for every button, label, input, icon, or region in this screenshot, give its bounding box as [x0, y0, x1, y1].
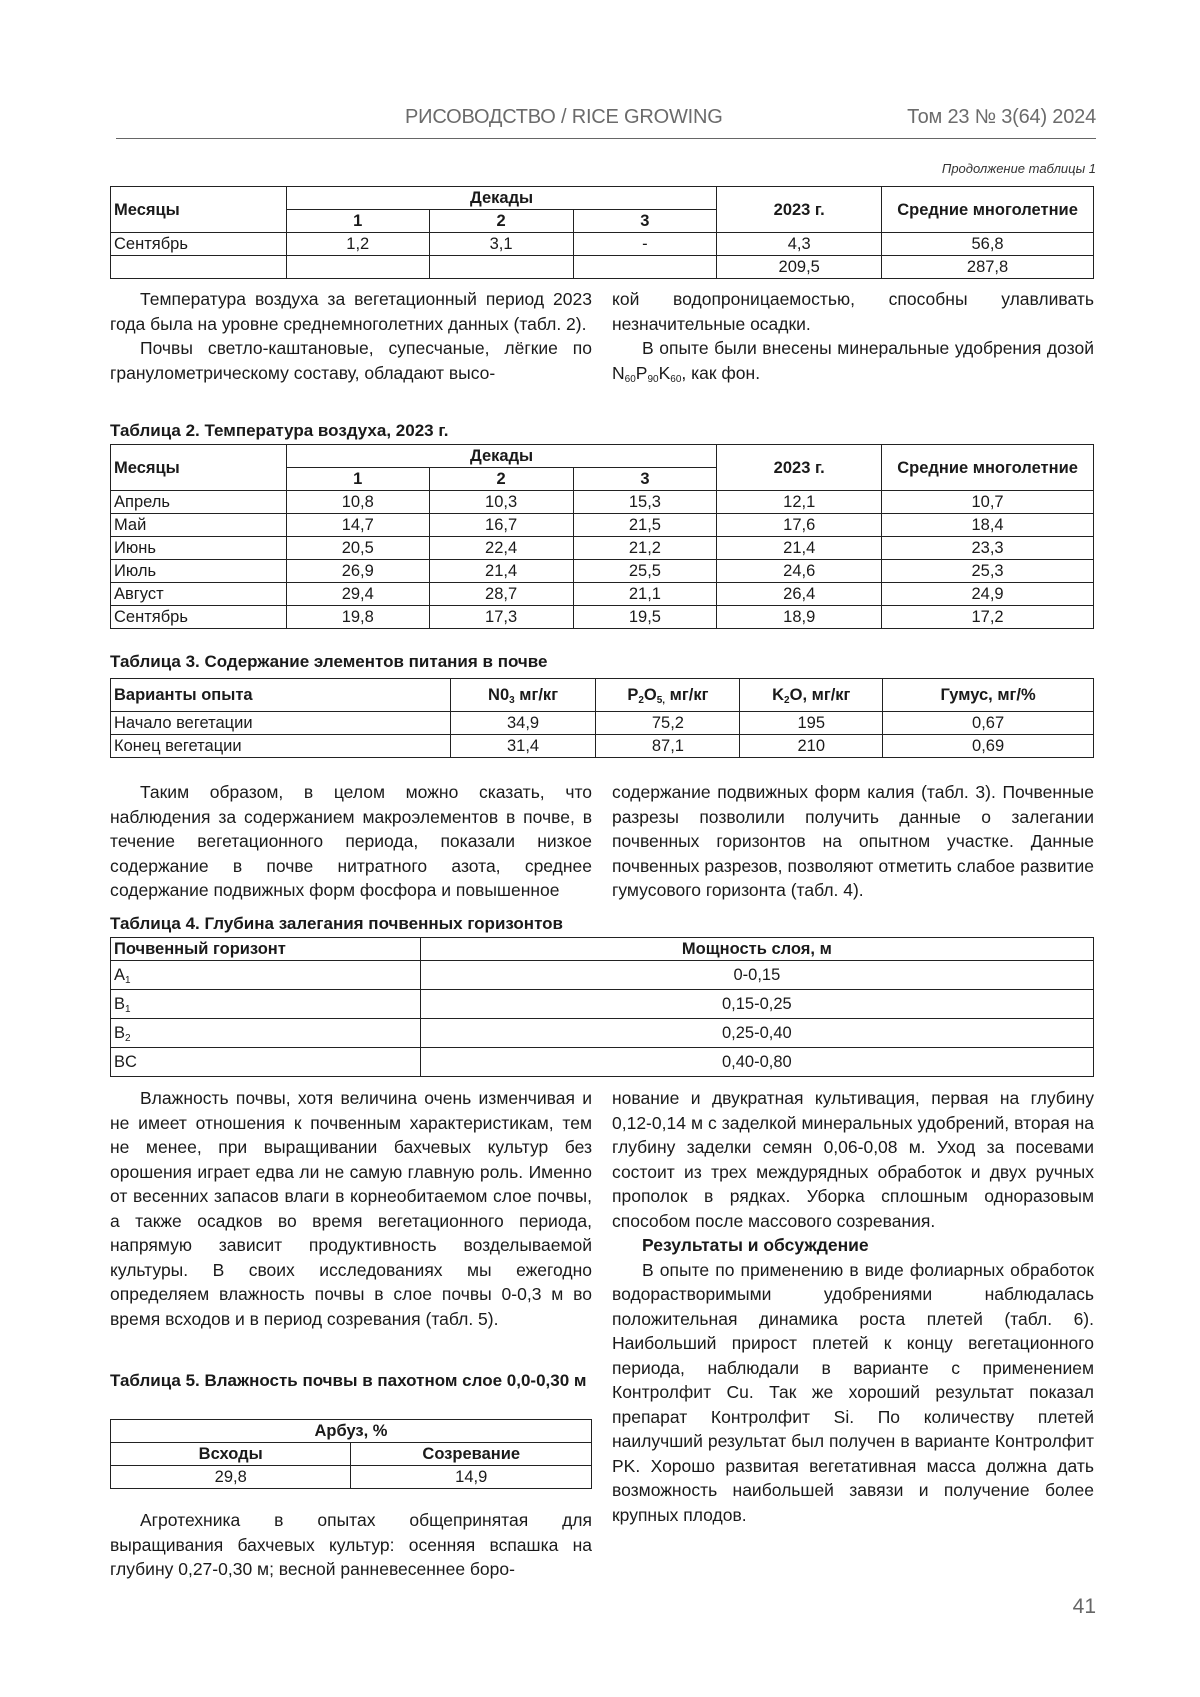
table2-cell-d3: 19,5 [573, 606, 717, 629]
table4-header-thickness: Мощность слоя, м [420, 938, 1093, 961]
table2-cell-year: 26,4 [717, 583, 882, 606]
table3-header-humus: Гумус, мг/% [883, 679, 1094, 712]
table1-cell-d2: 3,1 [429, 233, 573, 256]
table3-cell-humus: 0,67 [883, 712, 1094, 735]
table2-cell-avg: 25,3 [882, 560, 1094, 583]
subscript: 1 [125, 1004, 131, 1015]
table2-cell-d1: 19,8 [286, 606, 429, 629]
table4-header-row [111, 938, 1094, 961]
table1-header-avg: Средние многолетние [882, 187, 1094, 233]
table4-cell-thickness: 0-0,15 [420, 961, 1093, 990]
table4-cell-thickness: 0,40-0,80 [420, 1048, 1093, 1077]
journal-volume: Том 23 № 3(64) 2024 [907, 106, 1096, 128]
table2-cell-month: Июнь [111, 537, 287, 560]
subscript: 2 [784, 695, 790, 706]
text-fragment: мг/кг [665, 686, 709, 704]
table5-header-ripening: Созревание [351, 1443, 592, 1466]
table2-cell-year: 17,6 [717, 514, 882, 537]
table-row [111, 990, 1094, 1019]
table3-cell-no3: 34,9 [450, 712, 596, 735]
table2-cell-d2: 21,4 [429, 560, 573, 583]
table5-cell-sprouts: 29,8 [111, 1466, 351, 1489]
table3-caption: Таблица 3. Содержание элементов питания в почве [110, 652, 548, 671]
table2-cell-d3: 25,5 [573, 560, 717, 583]
text-fragment: N0 [488, 686, 510, 704]
table-row [111, 961, 1094, 990]
table1-cell-d2 [429, 256, 573, 279]
table3 [110, 678, 1094, 758]
table1-cell-avg: 287,8 [882, 256, 1094, 279]
table2-caption: Таблица 2. Температура воздуха, 2023 г. [110, 421, 449, 440]
table3-cell-no3: 31,4 [450, 735, 596, 758]
table2-cell-d3: 21,1 [573, 583, 717, 606]
paragraph-fertilizer [612, 336, 1094, 385]
table-row [111, 606, 1094, 629]
text2-right-column [612, 780, 1094, 903]
table4-cell-thickness: 0,15-0,25 [420, 990, 1093, 1019]
table2-cell-month: Август [111, 583, 287, 606]
table2-cell-month: Май [111, 514, 287, 537]
table2-cell-d2: 17,3 [429, 606, 573, 629]
table1-header-decade-2: 2 [429, 210, 573, 233]
table1-cell-d3 [573, 256, 717, 279]
table4-cell-horizon [111, 961, 421, 990]
table4 [110, 937, 1094, 1077]
table-row [111, 583, 1094, 606]
paragraph: В опыте по применению в виде фолиарных обработок водорастворимыми удобрениями наблюдалась положительная динамика роста плетей (табл. 6). Наибольший прирост плетей к концу вегетационного периода, наблюдали в варианте с применением Контролфит Cu. Так же хороший результат показал препарат Контролфит Si. По количеству плетей наилучший результат был получен в варианте Контролфит PK. Хорошо развитая вегетативная масса должна дать возможность наибольшей завязи и получение более крупных плодов. [612, 1259, 1094, 1525]
table3-cell-humus: 0,69 [883, 735, 1094, 758]
text1-right-column [612, 287, 1094, 385]
table1-cell-year: 4,3 [717, 233, 882, 256]
table5-cell-ripening: 14,9 [351, 1466, 592, 1489]
table1-header-decade-1: 1 [286, 210, 429, 233]
table3-cell-p2o5: 75,2 [596, 712, 740, 735]
table2-cell-month: Сентябрь [111, 606, 287, 629]
text-fragment: , как фон. [681, 362, 761, 383]
table2-cell-d2: 16,7 [429, 514, 573, 537]
table2-cell-year: 12,1 [717, 491, 882, 514]
paragraph: Таким образом, в целом можно сказать, что наблюдения за содержанием макроэлементов в почве, в течение вегетационного периода, показали низкое содержание в почве нитратного азота, среднее содержание подвижных форм фосфора и повышенное [110, 782, 592, 900]
table2-cell-avg: 18,4 [882, 514, 1094, 537]
paragraph: кой водопроницаемостью, способны улавливать незначительные осадки. [612, 289, 1094, 334]
text-fragment: мг/кг [514, 686, 559, 704]
subscript: 60 [670, 373, 682, 385]
paragraph: Почвы светло-каштановые, супесчаные, лёгкие по гранулометрическому составу, обладают высо- [110, 338, 592, 383]
table2-cell-d3: 15,3 [573, 491, 717, 514]
text-fragment: P [627, 686, 639, 704]
table-row [111, 514, 1094, 537]
table3-header-k2o [740, 679, 883, 712]
table1 [110, 186, 1094, 279]
subscript: 5, [656, 695, 666, 706]
table2-cell-d1: 20,5 [286, 537, 429, 560]
paragraph: Температура воздуха за вегетационный период 2023 года была на уровне среднемноголетних данных (табл. 2). [110, 289, 592, 334]
table1-cell-d1: 1,2 [286, 233, 429, 256]
table3-cell-p2o5: 87,1 [596, 735, 740, 758]
table-row [111, 256, 1094, 279]
text-fragment: O, мг/кг [789, 686, 851, 704]
table2-cell-d1: 14,7 [286, 514, 429, 537]
table2-header-avg: Средние многолетние [882, 445, 1094, 491]
table3-header-p2o5 [596, 679, 740, 712]
table3-header-row [111, 679, 1094, 712]
table-row [111, 560, 1094, 583]
table-row [111, 1048, 1094, 1077]
table-row [111, 537, 1094, 560]
table2-header-year: 2023 г. [717, 445, 882, 491]
table4-cell-horizon [111, 1019, 421, 1048]
text-fragment: K [658, 362, 671, 383]
table1-cell-d3: - [573, 233, 717, 256]
text-fragment: A [114, 966, 126, 984]
table2-cell-year: 24,6 [717, 560, 882, 583]
table2-header-decade-3: 3 [573, 468, 717, 491]
table5-header-row [111, 1420, 592, 1443]
text-fragment: B [114, 995, 126, 1013]
subscript: 2 [125, 1033, 131, 1044]
table3-header-no3 [450, 679, 596, 712]
text-fragment: P [635, 362, 648, 383]
table-row [111, 1466, 592, 1489]
table-row [111, 1019, 1094, 1048]
table1-continuation-label: Продолжение таблицы 1 [941, 161, 1096, 176]
subscript: 3 [509, 695, 515, 706]
text1-left-column [110, 287, 592, 385]
table3-cell-variant: Конец вегетации [111, 735, 451, 758]
text3-left-column-2 [110, 1508, 592, 1582]
table4-caption: Таблица 4. Глубина залегания почвенных горизонтов [110, 914, 564, 933]
table1-cell-month [111, 256, 287, 279]
table5-caption: Таблица 5. Влажность почвы в пахотном слое 0,0-0,30 м [110, 1371, 587, 1390]
text-fragment: B [114, 1024, 126, 1042]
table5-header-sprouts: Всходы [111, 1443, 351, 1466]
table2-header-decades: Декады [286, 445, 716, 468]
table2-cell-d1: 29,4 [286, 583, 429, 606]
table2-cell-d1: 26,9 [286, 560, 429, 583]
table-row [111, 491, 1094, 514]
table2-cell-avg: 10,7 [882, 491, 1094, 514]
table2-cell-year: 18,9 [717, 606, 882, 629]
text3-left-column [110, 1086, 592, 1331]
text3-right-column [612, 1086, 1094, 1527]
table1-cell-avg: 56,8 [882, 233, 1094, 256]
table1-cell-d1 [286, 256, 429, 279]
subscript: 1 [125, 975, 131, 986]
journal-title: РИСОВОДСТВО / RICE GROWING [405, 106, 723, 128]
table5-header-watermelon: Арбуз, % [111, 1420, 592, 1443]
table2-cell-month: Апрель [111, 491, 287, 514]
table2-header-row [111, 445, 1094, 468]
table-row [111, 233, 1094, 256]
table2-header-decade-1: 1 [286, 468, 429, 491]
table2-cell-month: Июль [111, 560, 287, 583]
table2-cell-d1: 10,8 [286, 491, 429, 514]
table1-cell-month: Сентябрь [111, 233, 287, 256]
paragraph: содержание подвижных форм калия (табл. 3). Почвенные разрезы позволили получить данные о залегании почвенных горизонтов на опытном участке. Данные почвенных разрезов, позволяют отметить слабое развитие гумусового горизонта (табл. 4). [612, 782, 1094, 900]
paragraph: Влажность почвы, хотя величина очень изменчивая и не имеет отношения к почвенным характеристикам, тем не менее, при выращивании бахчевых культур без орошения играет едва ли не самую главную роль. Именно от весенних запасов влаги в корнеобитаемом слое почвы, а также осадков во время вегетационного периода, напрямую зависит продуктивность возделываемой культуры. В своих исследованиях мы ежегодно определяем влажность почвы в слое почвы 0-0,3 м во время всходов и в период созревания (табл. 5). [110, 1088, 592, 1329]
table4-cell-thickness: 0,25-0,40 [420, 1019, 1093, 1048]
table5 [110, 1419, 592, 1489]
text-fragment: В опыте были внесены минеральные удобрения дозой N [612, 338, 1094, 383]
table3-cell-variant: Начало вегетации [111, 712, 451, 735]
table1-header-row [111, 187, 1094, 210]
table1-header-decades: Декады [286, 187, 716, 210]
table4-cell-horizon [111, 990, 421, 1019]
page-number: 41 [1072, 1595, 1096, 1618]
table1-header-year: 2023 г. [717, 187, 882, 233]
table3-cell-k2o: 195 [740, 712, 883, 735]
table5-subheader-row [111, 1443, 592, 1466]
table3-header-variant: Варианты опыта [111, 679, 451, 712]
table-row [111, 712, 1094, 735]
paragraph: Агротехника в опытах общепринятая для выращивания бахчевых культур: осенняя вспашка на глубину 0,27-0,30 м; весной ранневесеннее боро- [110, 1510, 592, 1579]
table2 [110, 444, 1094, 629]
subscript: 60 [624, 373, 636, 385]
table4-header-horizon: Почвенный горизонт [111, 938, 421, 961]
text-fragment: O [643, 686, 657, 704]
table2-cell-d3: 21,2 [573, 537, 717, 560]
table2-cell-d2: 28,7 [429, 583, 573, 606]
table2-cell-avg: 23,3 [882, 537, 1094, 560]
table2-cell-d2: 10,3 [429, 491, 573, 514]
section-heading: Результаты и обсуждение [642, 1235, 869, 1255]
table-row [111, 735, 1094, 758]
subscript: 2 [638, 695, 644, 706]
paragraph: нование и двукратная культивация, первая на глубину 0,12-0,14 м с заделкой минеральных удобрений, вторая на глубину заделки семян 0,06-0,08 м. Уход за посевами состоит из трех междурядных обработок и двух ручных прополок в рядках. Уборка сплошным одноразовым способом после массового созревания. [612, 1088, 1094, 1231]
header-rule [116, 138, 1096, 139]
text2-left-column [110, 780, 592, 903]
table1-header-month: Месяцы [111, 187, 287, 233]
text-fragment: K [772, 686, 785, 704]
table2-cell-d3: 21,5 [573, 514, 717, 537]
table2-cell-avg: 24,9 [882, 583, 1094, 606]
table2-header-month: Месяцы [111, 445, 287, 491]
table2-cell-avg: 17,2 [882, 606, 1094, 629]
subscript: 90 [647, 373, 659, 385]
table1-cell-year: 209,5 [717, 256, 882, 279]
table4-cell-horizon: BC [111, 1048, 421, 1077]
table2-header-decade-2: 2 [429, 468, 573, 491]
table2-cell-year: 21,4 [717, 537, 882, 560]
table1-header-decade-3: 3 [573, 210, 717, 233]
table2-cell-d2: 22,4 [429, 537, 573, 560]
table3-cell-k2o: 210 [740, 735, 883, 758]
